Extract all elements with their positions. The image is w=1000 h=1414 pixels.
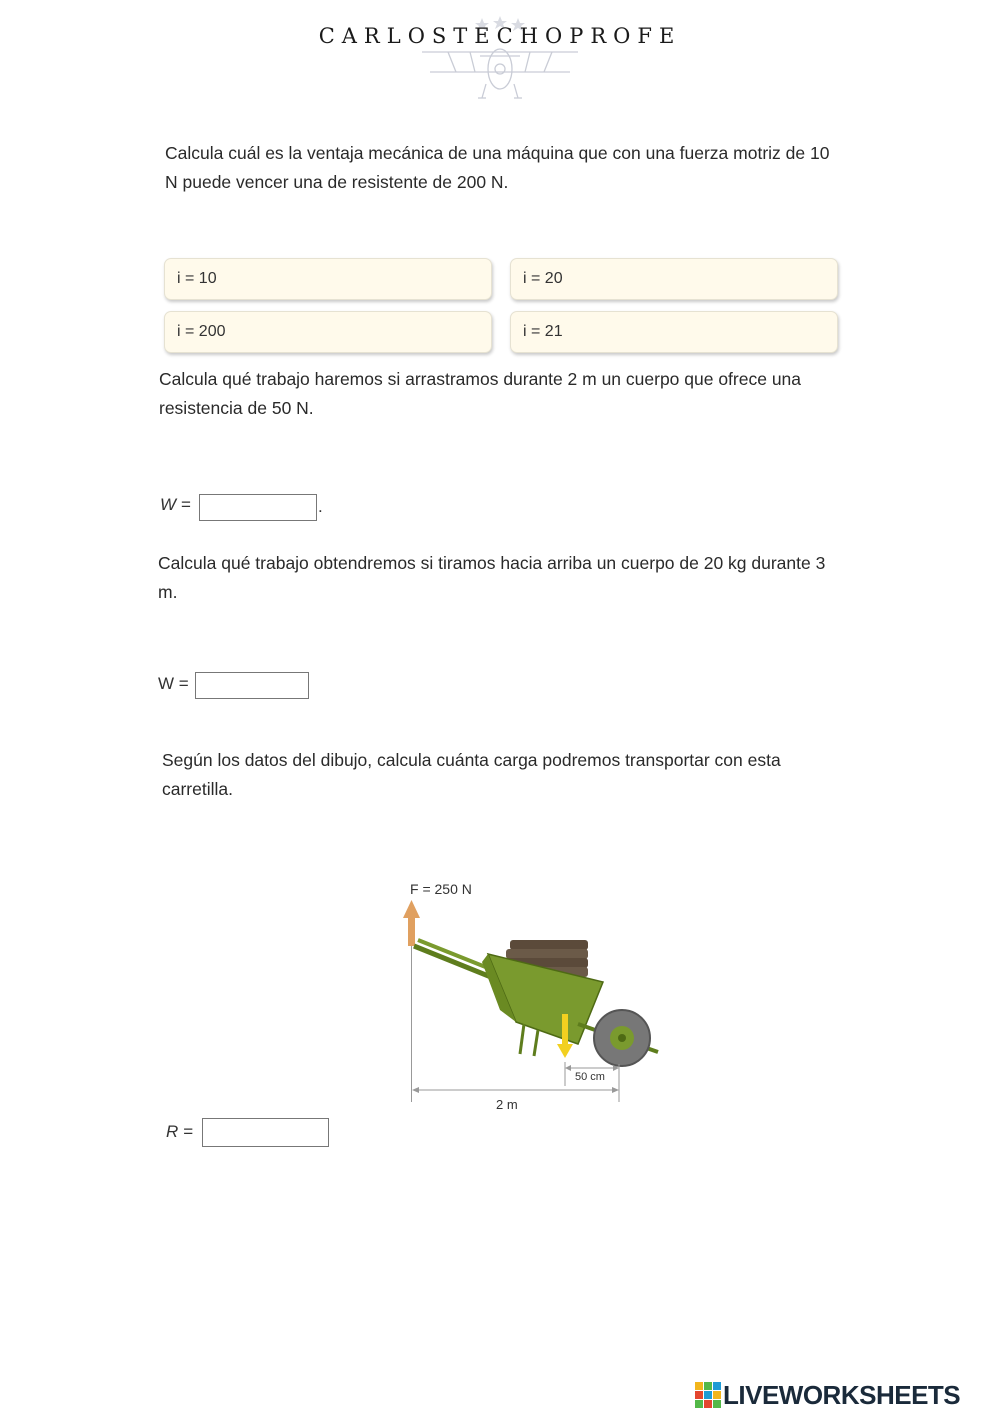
liveworksheets-logo-icon — [695, 1382, 721, 1408]
liveworksheets-logo-text: LIVEWORKSHEETS — [723, 1380, 961, 1410]
wheelbarrow-icon — [398, 874, 668, 1114]
force-arrow-icon — [403, 900, 420, 946]
footer-brand — [695, 1378, 995, 1410]
question-4-text: Según los datos del dibujo, calcula cuánta carga podremos transportar con esta carretilla. — [162, 750, 781, 799]
page-header — [0, 0, 1000, 110]
answer-input-r[interactable] — [202, 1118, 329, 1147]
answer-input-w1[interactable] — [199, 494, 317, 521]
option-i-200[interactable]: i = 200 — [164, 311, 492, 353]
answer-label-r: R = — [166, 1122, 193, 1141]
answer-label-w2: W = — [158, 674, 189, 693]
question-1-text: Calcula cuál es la ventaja mecánica de una máquina que con una fuerza motriz de 10 N puede vencer una de resistente de 200 N. — [165, 143, 830, 192]
short-distance-label: 50 cm — [575, 1071, 605, 1083]
question-3-text: Calcula qué trabajo obtendremos si tiramos hacia arriba un cuerpo de 20 kg durante 3 m. — [158, 553, 826, 602]
question-2-text: Calcula qué trabajo haremos si arrastramos durante 2 m un cuerpo que ofrece una resistencia de 50 N. — [159, 369, 802, 418]
force-label: F = 250 N — [410, 881, 472, 897]
option-i-20[interactable]: i = 20 — [510, 258, 838, 300]
long-distance-label: 2 m — [496, 1097, 518, 1112]
option-i-21[interactable]: i = 21 — [510, 311, 838, 353]
brand-title: CARLOSTECHOPROFE — [318, 24, 682, 48]
answer-input-w2[interactable] — [195, 672, 309, 699]
option-i-10[interactable]: i = 10 — [164, 258, 492, 300]
answer-suffix: . — [318, 497, 323, 516]
answer-label-w1: W = — [160, 495, 191, 514]
